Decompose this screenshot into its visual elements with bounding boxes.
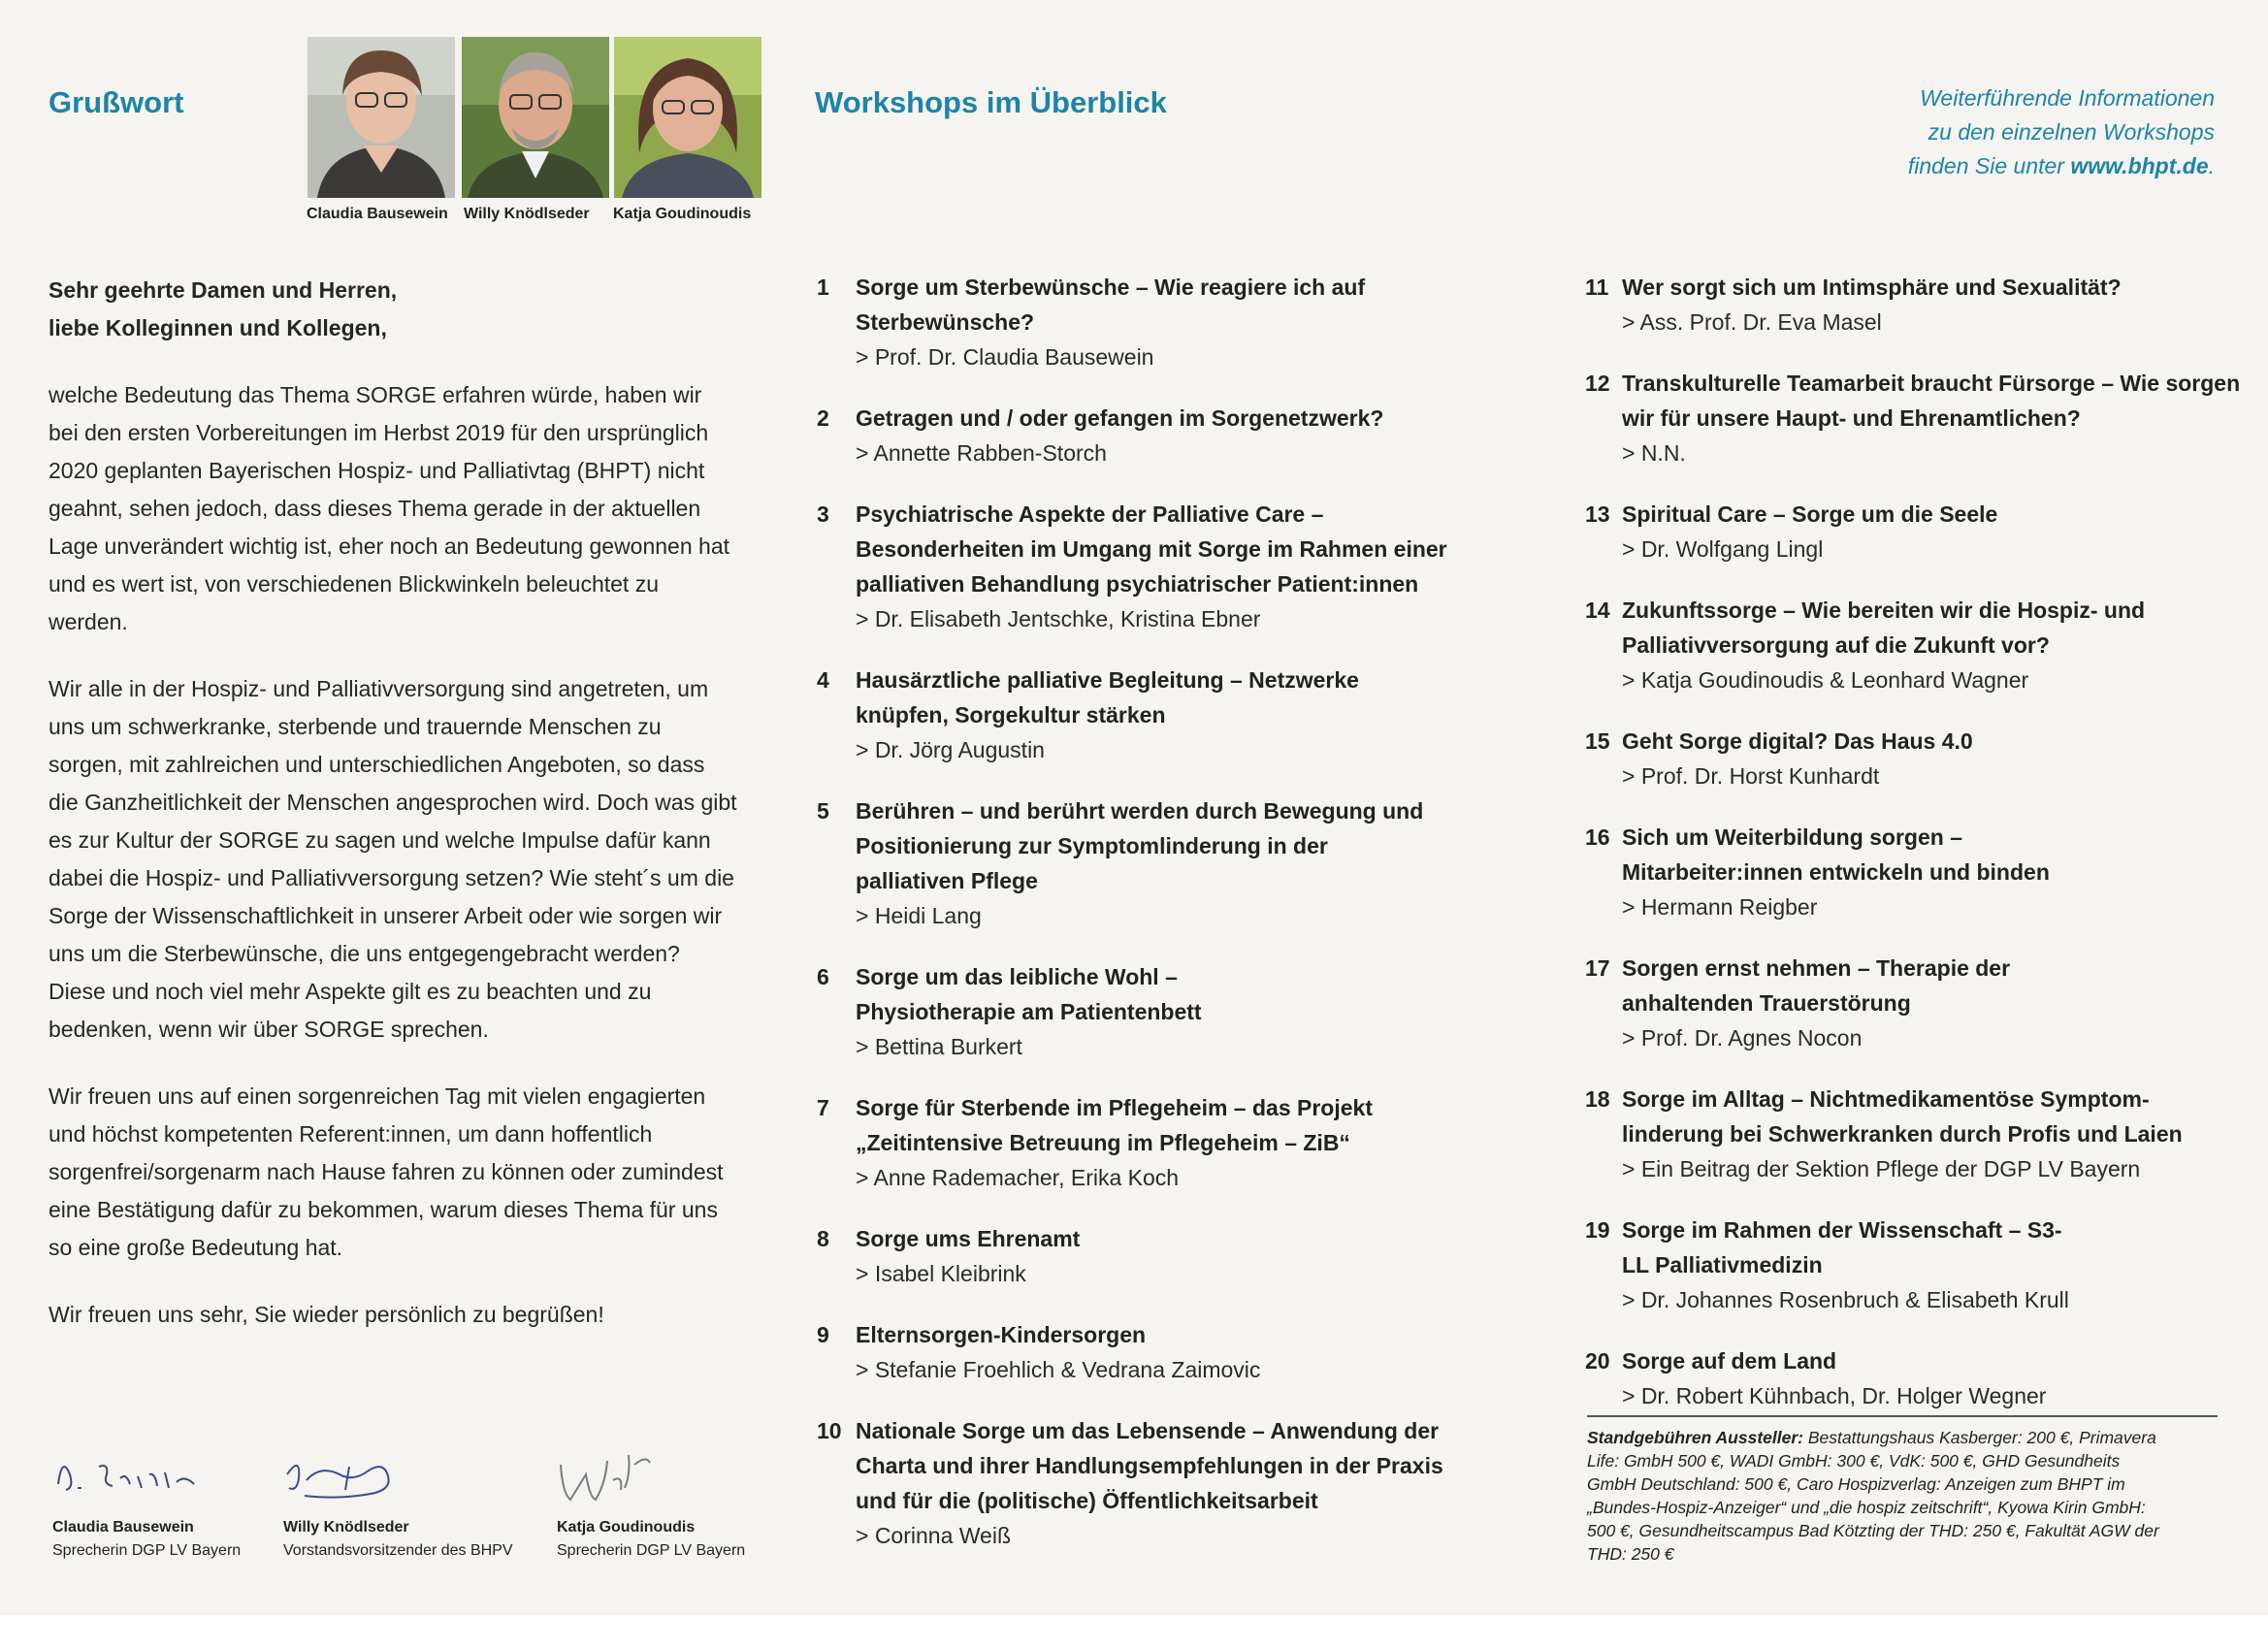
fees-text: Bestattungshaus Kasberger: 200 €, Primavera Life: GmbH 500 €, WADI GmbH: 300 €, VdK: 500 €, GHD Gesundheits GmbH Deutschland: 500 €, Caro Hospizverlag: Anzeigen zum BHPT im „Bundes-Hospiz-Anzeiger“ und „die hospiz zeitschrift“, Kyowa Kirin GmbH: 500 €, Gesundheitscampus Bad Kötzting der THD: 250 €, Fakultät AGW der THD: 250 € — [1587, 1428, 2159, 1564]
workshop-title: Transkulturelle Teamarbeit braucht Fürsorge – Wie sorgen wir für unsere Haupt- und Ehrenamtlichen? — [1622, 371, 2241, 431]
signature-knoedlseder — [281, 1445, 437, 1513]
workshop-item — [817, 663, 1496, 767]
workshop-speaker: > Dr. Johannes Rosenbruch & Elisabeth Krull — [1622, 1287, 2069, 1312]
workshop-number: 8 — [817, 1226, 829, 1251]
signature-name: Willy Knödlseder — [283, 1519, 409, 1536]
workshop-speaker: > Dr. Elisabeth Jentschke, Kristina Ebner — [856, 606, 1261, 631]
fees-divider — [1587, 1415, 2218, 1417]
workshop-item — [1585, 1343, 2264, 1413]
workshop-speaker: > Prof. Dr. Agnes Nocon — [1622, 1025, 1863, 1051]
workshop-item — [817, 497, 1496, 636]
workshop-number: 2 — [817, 405, 829, 431]
workshop-speaker: > Isabel Kleibrink — [856, 1261, 1026, 1286]
workshop-title: Geht Sorge digital? Das Haus 4.0 — [1622, 728, 1973, 754]
workshop-item — [817, 793, 1496, 933]
workshop-title: Hausärztliche palliative Begleitung – Netzwerke knüpfen, Sorgekultur stärken — [856, 667, 1359, 728]
workshop-item — [1585, 1212, 2264, 1317]
info-note-prefix: finden Sie unter — [1907, 153, 2071, 178]
workshop-number: 18 — [1585, 1086, 1610, 1112]
info-note-line: zu den einzelnen Workshops — [1928, 119, 2215, 145]
workshop-title: Nationale Sorge um das Lebensende – Anwendung der Charta und ihrer Handlungsempfehlungen in der Praxis und für die (politische) Öffentlichkeitsarbeit — [856, 1418, 1443, 1513]
workshop-title: Sorge für Sterbende im Pflegeheim – das Projekt „Zeitintensive Betreuung im Pflegeheim – ZiB“ — [856, 1095, 1373, 1155]
workshop-number: 15 — [1585, 728, 1610, 754]
workshops-heading: Workshops im Überblick — [815, 85, 1167, 119]
workshop-item — [817, 401, 1496, 470]
workshop-speaker: > Ein Beitrag der Sektion Pflege der DGP LV Bayern — [1622, 1156, 2141, 1181]
signature-role: Vorstandsvorsitzender des BHPV — [283, 1542, 513, 1559]
photo-caption: Claudia Bausewein — [307, 206, 448, 222]
workshop-number: 1 — [817, 275, 829, 300]
workshop-item — [1585, 820, 2264, 924]
workshop-item — [1585, 951, 2264, 1055]
workshop-title: Sorge ums Ehrenamt — [856, 1226, 1081, 1251]
workshop-number: 19 — [1585, 1217, 1610, 1243]
signature-name: Katja Goudinoudis — [557, 1519, 696, 1536]
workshop-number: 14 — [1585, 598, 1610, 623]
workshop-item — [817, 1317, 1496, 1387]
exhibitor-fees — [1587, 1426, 2169, 1566]
workshop-speaker: > Katja Goudinoudis & Leonhard Wagner — [1622, 667, 2029, 693]
workshop-item — [817, 1413, 1496, 1553]
workshop-title: Berühren – und berührt werden durch Bewegung und Positionierung zur Symptomlinderung in der palliativen Pflege — [856, 798, 1424, 893]
workshop-speaker: > Ass. Prof. Dr. Eva Masel — [1622, 309, 1882, 335]
workshop-title: Elternsorgen-Kindersorgen — [856, 1322, 1147, 1347]
greeting-letter — [49, 272, 737, 1363]
workshop-title: Psychiatrische Aspekte der Palliative Care – Besonderheiten im Umgang mit Sorge im Rahmen einer palliativen Behandlung psychiatrischer Patient:innen — [856, 501, 1447, 597]
signature-bausewein — [49, 1445, 252, 1504]
signature-role: Sprecherin DGP LV Bayern — [52, 1542, 242, 1559]
workshop-speaker: > Prof. Dr. Claudia Bausewein — [856, 344, 1154, 370]
signature-role: Sprecherin DGP LV Bayern — [557, 1542, 746, 1559]
workshop-number: 13 — [1585, 501, 1610, 527]
workshop-speaker: > Hermann Reigber — [1622, 894, 1818, 920]
salutation — [49, 272, 737, 347]
workshop-item — [817, 959, 1496, 1064]
salutation-line: liebe Kolleginnen und Kollegen, — [49, 315, 387, 340]
letter-paragraph: Wir alle in der Hospiz- und Palliativversorgung sind angetreten, um uns um schwerkranke, sterbende und trauernde Menschen zu sorgen, mit zahlreichen und unterschiedlichen Angeboten, so dass die Ganzheitlichkeit der Menschen angesprochen wird. Doch was gibt es zur Kultur der SORGE zu sagen und welche Impulse dafür kann dabei die Hospiz- und Palliativversorgung setzen? Wie steht´s um die Sorge der Wissenschaftlichkeit in unserer Arbeit oder wie sorgen wir uns um die Sterbewünsche, die uns entgegengebracht werden? Diese und noch viel mehr Aspekte gilt es zu beachten und zu bedenken, wenn wir über SORGE sprechen. — [49, 676, 737, 1042]
info-note-line: Weiterführende Informationen — [1920, 85, 2215, 111]
workshop-speaker: > Dr. Robert Kühnbach, Dr. Holger Wegner — [1622, 1383, 2047, 1408]
workshop-item — [1585, 593, 2264, 697]
workshop-speaker: > Bettina Burkert — [856, 1034, 1022, 1059]
workshop-item — [817, 1090, 1496, 1195]
portrait-photo-bausewein — [308, 37, 455, 198]
workshop-title: Sich um Weiterbildung sorgen – Mitarbeiter:innen entwickeln und binden — [1622, 824, 2050, 885]
workshop-title: Sorge um das leibliche Wohl – Physiotherapie am Patientenbett — [856, 964, 1202, 1024]
workshop-item — [817, 270, 1496, 374]
workshop-list-column-2 — [1585, 270, 2264, 1439]
workshop-number: 12 — [1585, 371, 1610, 396]
workshop-item — [1585, 1082, 2264, 1186]
workshop-speaker: > Corinna Weiß — [856, 1523, 1012, 1548]
portrait-photo-goudinoudis — [614, 37, 761, 198]
workshop-number: 4 — [817, 667, 829, 693]
workshop-number: 11 — [1585, 275, 1609, 300]
workshop-title: Sorge im Alltag – Nichtmedikamentöse Symptomlinderung bei Schwerkranken durch Profis und Laien — [1622, 1086, 2183, 1147]
workshop-item — [817, 1221, 1496, 1291]
website-link[interactable]: www.bhpt.de — [2070, 153, 2209, 178]
workshop-title: Wer sorgt sich um Intimsphäre und Sexualität? — [1622, 275, 2122, 300]
workshop-number: 20 — [1585, 1348, 1610, 1374]
info-note-line — [1710, 149, 2215, 183]
workshop-item — [1585, 724, 2264, 793]
workshop-speaker: > Annette Rabben-Storch — [856, 440, 1107, 466]
workshop-item — [1585, 270, 2264, 340]
workshop-number: 16 — [1585, 824, 1610, 850]
workshop-number: 5 — [817, 798, 829, 824]
workshop-number: 10 — [817, 1418, 842, 1443]
letter-paragraph: welche Bedeutung das Thema SORGE erfahren würde, haben wir bei den ersten Vorbereitungen im Herbst 2019 für den ursprünglich 2020 geplanten Bayerischen Hospiz- und Palliativtag (BHPT) nicht geahnt, sehen jedoch, dass dieses Thema gerade in der aktuellen Lage unverändert wichtig ist, eher noch an Bedeutung gewonnen hat und es wert ist, von verschiedenen Blickwinkeln beleuchtet zu werden. — [49, 382, 730, 634]
workshop-speaker: > Dr. Jörg Augustin — [856, 737, 1045, 762]
workshop-speaker: > Dr. Wolfgang Lingl — [1622, 536, 1824, 562]
workshop-speaker: > N.N. — [1622, 440, 1686, 466]
workshop-number: 17 — [1585, 955, 1610, 981]
workshop-list-column-1 — [817, 270, 1496, 1579]
workshop-number: 9 — [817, 1322, 829, 1347]
workshop-speaker: > Heidi Lang — [856, 903, 982, 928]
signature-goudinoudis — [553, 1445, 669, 1513]
info-note — [1710, 81, 2215, 183]
workshop-title: Sorge um Sterbewünsche – Wie reagiere ich auf Sterbewünsche? — [856, 275, 1366, 335]
workshop-title: Sorgen ernst nehmen – Therapie der anhaltenden Trauerstörung — [1622, 955, 2011, 1016]
signature-name: Claudia Bausewein — [52, 1519, 194, 1536]
photo-caption: Willy Knödlseder — [464, 206, 590, 222]
workshop-title: Sorge im Rahmen der Wissenschaft – S3-LL Palliativmedizin — [1622, 1217, 2062, 1277]
workshop-speaker: > Prof. Dr. Horst Kunhardt — [1622, 763, 1880, 789]
workshop-item — [1585, 497, 2264, 566]
workshop-number: 7 — [817, 1095, 829, 1120]
workshop-item — [1585, 366, 2264, 470]
workshop-number: 6 — [817, 964, 829, 989]
workshop-speaker: > Stefanie Froehlich & Vedrana Zaimovic — [856, 1357, 1261, 1382]
salutation-line: Sehr geehrte Damen und Herren, — [49, 277, 398, 303]
workshop-title: Sorge auf dem Land — [1622, 1348, 1837, 1374]
letter-paragraph: Wir freuen uns auf einen sorgenreichen Tag mit vielen engagierten und höchst kompetenten Referent:innen, um dann hoffentlich sorgenfrei/sorgenarm nach Hause fahren zu können oder zumindest eine Bestätigung dafür zu bekommen, warum dieses Thema für uns so eine große Bedeutung hat. — [49, 1083, 724, 1260]
workshop-title: Spiritual Care – Sorge um die Seele — [1622, 501, 1998, 527]
letter-paragraph: Wir freuen uns sehr, Sie wieder persönlich zu begrüßen! — [49, 1302, 604, 1327]
fees-label: Standgebühren Aussteller: — [1587, 1428, 1803, 1447]
workshop-title: Zukunftssorge – Wie bereiten wir die Hospiz- und Palliativversorgung auf die Zukunft vor? — [1622, 598, 2146, 658]
workshop-number: 3 — [817, 501, 829, 527]
workshop-title: Getragen und / oder gefangen im Sorgenetzwerk? — [856, 405, 1384, 431]
workshop-speaker: > Anne Rademacher, Erika Koch — [856, 1165, 1180, 1190]
scan-edge — [0, 1615, 2268, 1649]
photo-caption: Katja Goudinoudis — [613, 206, 752, 222]
grusswort-heading: Grußwort — [49, 85, 184, 119]
portrait-photo-knoedlseder — [462, 37, 609, 198]
info-note-suffix: . — [2208, 153, 2215, 178]
